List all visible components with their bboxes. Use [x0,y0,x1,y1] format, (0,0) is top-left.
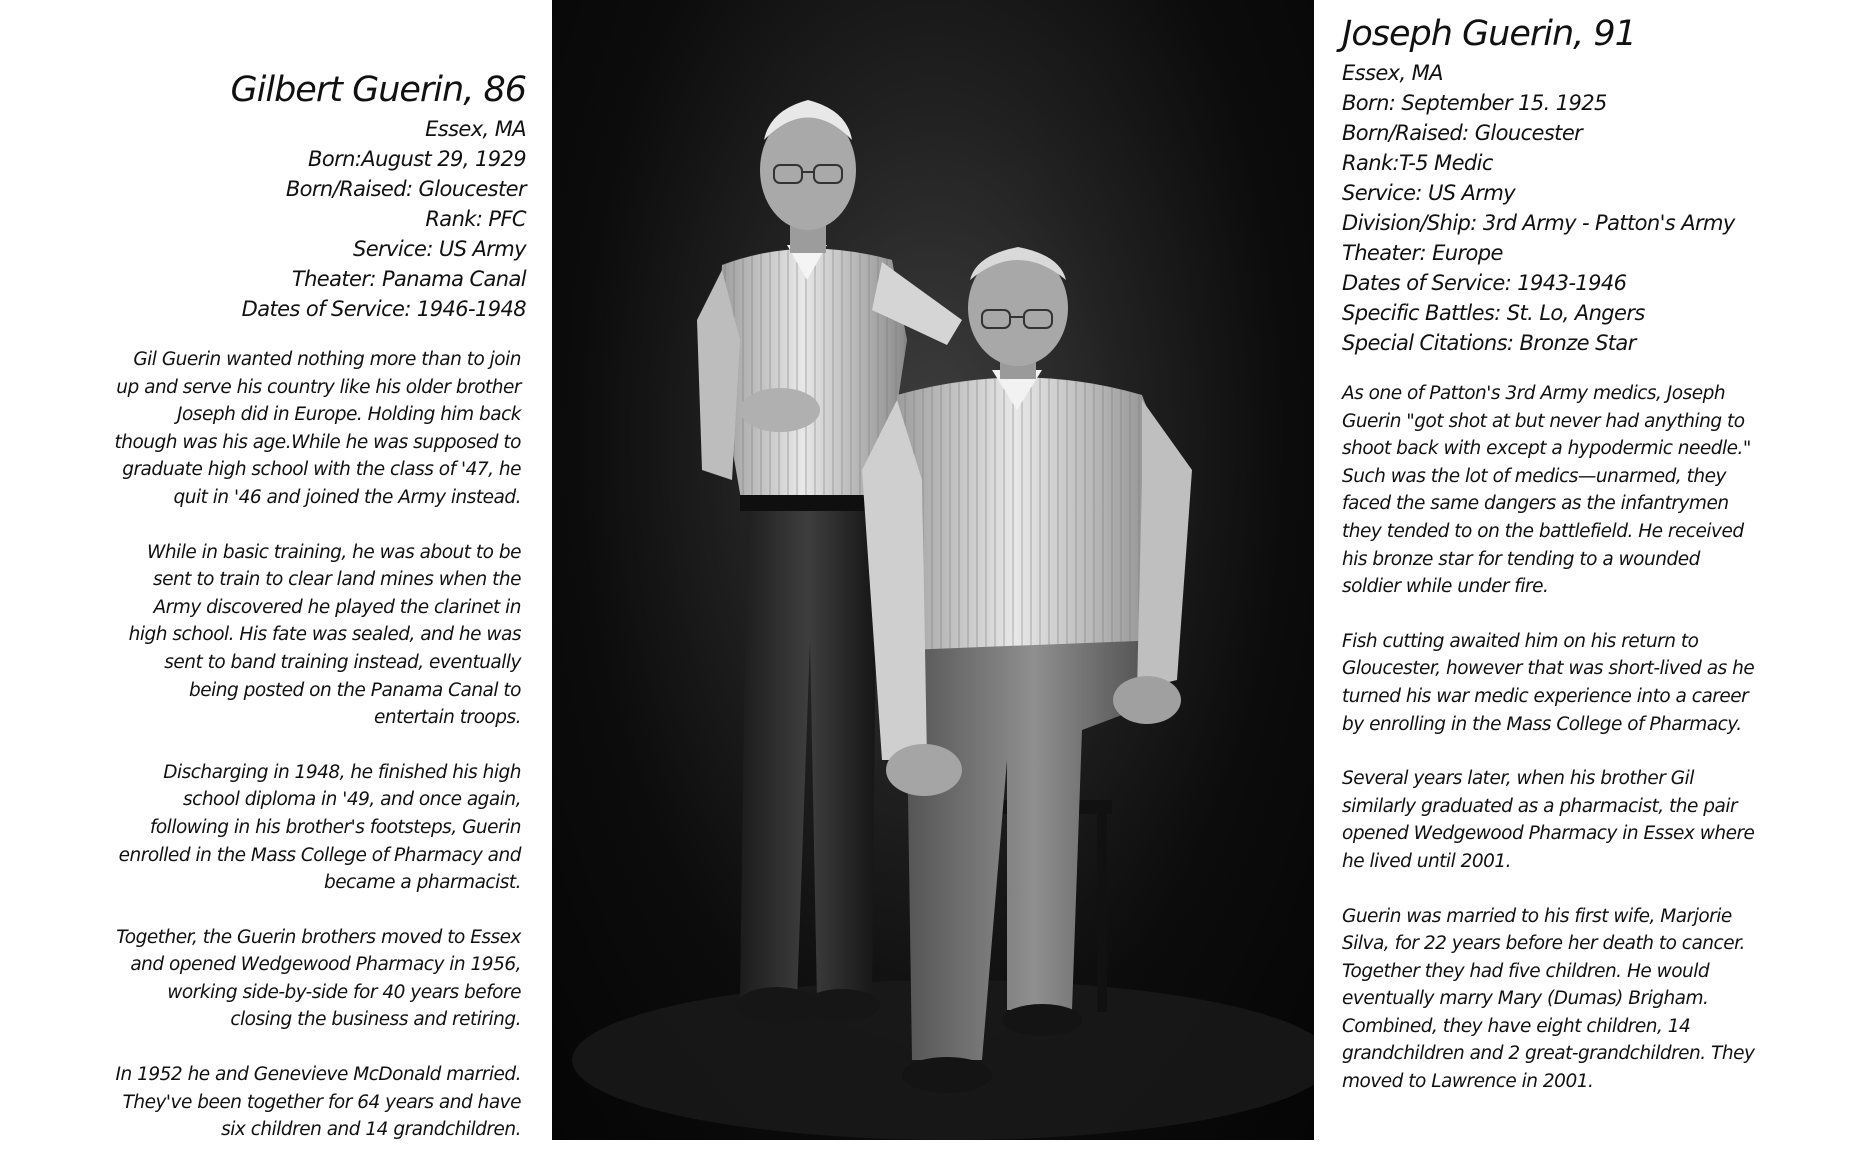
right-fact: Born/Raised: Gloucester [1342,121,1583,145]
left-profile-name: Gilbert Guerin, 86 [230,70,526,110]
left-bio-paragraph: While in basic training, he was about to be sent to train to clear land mines when the Army discovered he played the clarinet in high school. His fate was sealed, and he was sent to band training instead, eventually being posted on the Panama Canal to entertain troops. [128,541,521,729]
left-fact: Dates of Service: 1946-1948 [241,297,526,321]
right-fact: Special Citations: Bronze Star [1342,331,1636,355]
right-fact: Theater: Europe [1342,241,1503,265]
left-profile-bio [110,346,526,1144]
right-fact: Born: September 15. 1925 [1342,91,1607,115]
right-fact: Division/Ship: 3rd Army - Patton's Army [1342,211,1735,235]
left-fact: Born:August 29, 1929 [308,147,526,171]
left-fact: Theater: Panama Canal [291,267,526,291]
left-fact: Essex, MA [425,117,526,141]
left-profile [110,68,526,1171]
portrait-photo [552,0,1314,1140]
left-fact: Service: US Army [352,237,526,261]
right-fact: Rank:T-5 Medic [1342,151,1493,175]
right-bio-paragraph: Fish cutting awaited him on his return to Gloucester, however that was short-lived as he turned his war medic experience into a career by enrolling in the Mass College of Pharmacy. [1342,630,1755,735]
left-bio-paragraph: In 1952 he and Genevieve McDonald married. They've been together for 64 years and have six children and 14 grandchildren. [115,1064,521,1141]
right-fact: Specific Battles: St. Lo, Angers [1342,301,1645,325]
right-bio-paragraph: Several years later, when his brother Gil similarly graduated as a pharmacist, the pair opened Wedgewood Pharmacy in Essex where he lived until 2001. [1342,768,1755,872]
left-profile-facts [110,114,526,324]
left-bio-paragraph: Discharging in 1948, he finished his high school diploma in '49, and once again, following in his brother's footsteps, Guerin enrolled in the Mass College of Pharmacy and became a pharmacist. [118,761,521,894]
right-fact: Service: US Army [1342,181,1516,205]
right-profile-facts [1342,58,1762,358]
left-bio-paragraph: Together, the Guerin brothers moved to Essex and opened Wedgewood Pharmacy in 1956, working side-by-side for 40 years before closing the business and retiring. [116,926,521,1031]
right-bio-paragraph: As one of Patton's 3rd Army medics, Joseph Guerin "got shot at but never had anything to shoot back with except a hypodermic needle." Such was the lot of medics—unarmed, they faced the same dangers as the infantrymen they tended to on the battlefield. He received his bronze star for tending to a wounded soldier while under fire. [1342,383,1751,598]
left-fact: Rank: PFC [425,207,526,231]
right-profile-name: Joseph Guerin, 91 [1342,14,1636,54]
right-fact: Dates of Service: 1943-1946 [1342,271,1627,295]
right-profile-bio [1342,380,1762,1096]
portrait-photo-icon [552,0,1314,1140]
right-profile [1342,12,1762,1123]
right-fact: Essex, MA [1342,61,1443,85]
left-bio-paragraph: Gil Guerin wanted nothing more than to join up and serve his country like his older brother Joseph did in Europe. Holding him back though was his age.While he was supposed to graduate high school with the class of '47, he quit in '46 and joined the Army instead. [114,349,521,508]
right-bio-paragraph: Guerin was married to his first wife, Marjorie Silva, for 22 years before her death to cancer. Together they had five children. He would eventually marry Mary (Dumas) Brigham. Combined, they have eight children, 14 grandchildren and 2 great-grandchildren. They moved to Lawrence in 2001. [1342,905,1755,1093]
left-fact: Born/Raised: Gloucester [285,177,526,201]
